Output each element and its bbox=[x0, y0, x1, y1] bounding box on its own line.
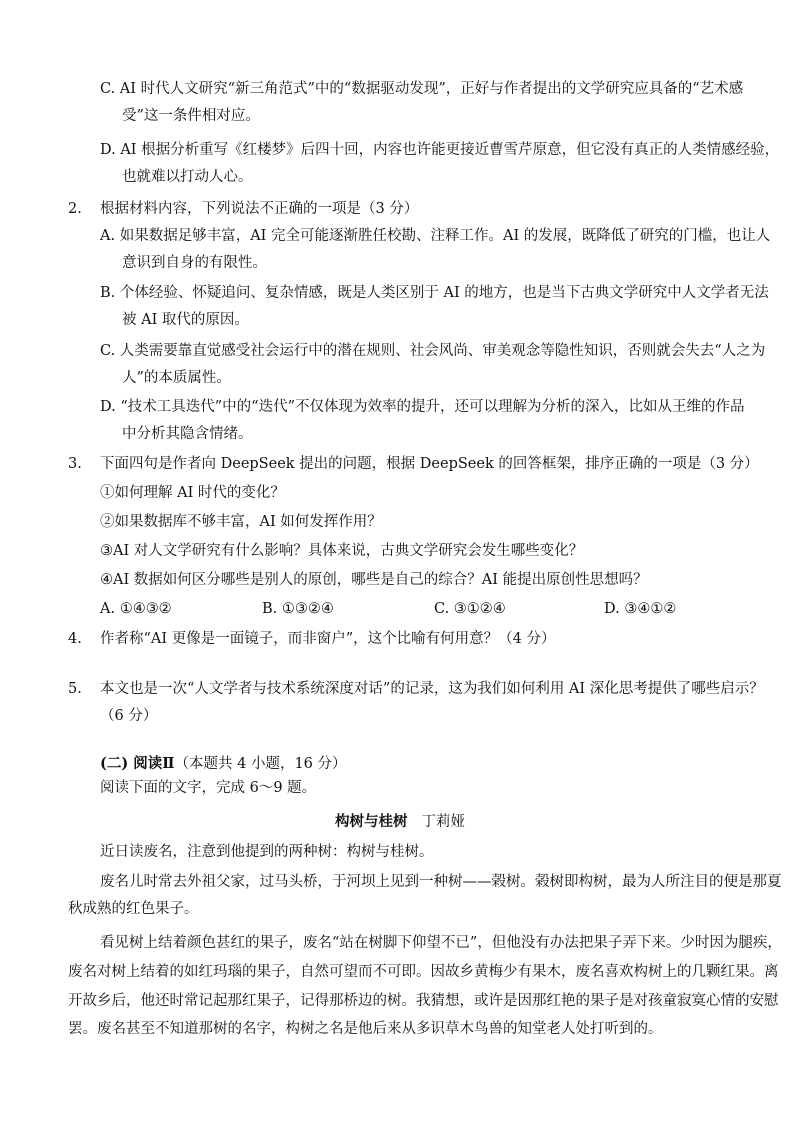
q3-choice-a: A. ①④③② bbox=[100, 601, 172, 617]
article-paragraph-1: 近日读废名，注意到他提到的两种树：构树与桂树。 bbox=[100, 844, 434, 860]
q3-number: 3. bbox=[68, 456, 82, 472]
q1-option-c-line1: C. AI 时代人文研究“新三角范式”中的“数据驱动发现”，正好与作者提出的文学研究应具备的“艺术感 bbox=[100, 81, 744, 97]
q4-number: 4. bbox=[68, 631, 82, 647]
section-2-label: (二) 阅读Ⅱ bbox=[100, 755, 175, 772]
article-title bbox=[0, 812, 800, 832]
q3-choice-b: B. ①③②④ bbox=[262, 601, 334, 617]
article-paragraph-3-line1: 看见树上结着颜色甚红的果子，废名“站在树脚下仰望不已”，但他没有办法把果子弄下来。少时因为腿疾， bbox=[100, 935, 782, 951]
section-2-meta: （本题共 4 小题，16 分） bbox=[174, 756, 347, 772]
article-paragraph-3-line4: 罢。废名甚至不知道那树的名字，构树之名是他后来从多识草木鸟兽的知堂老人处打听到的。 bbox=[68, 1021, 663, 1037]
article-paragraph-2-line2: 秋成熟的红色果子。 bbox=[68, 901, 199, 917]
q3-choice-d: D. ③④①② bbox=[604, 601, 677, 617]
q2-option-b-line2: 被 AI 取代的原因。 bbox=[122, 312, 249, 328]
q2-option-d-line1: D. “技术工具迭代”中的“迭代”不仅体现为效率的提升，还可以理解为分析的深入，比如从王维的作品 bbox=[100, 399, 745, 415]
article-paragraph-3-line2: 废名对树上结着的如红玛瑙的果子，自然可望而不可即。因故乡黄梅少有果木，废名喜欢构树上的几颗红果。离 bbox=[68, 964, 779, 980]
section-2-heading bbox=[100, 754, 347, 774]
q2-option-d-line2: 中分析其隐含情绪。 bbox=[122, 426, 253, 442]
q2-option-a-line1: A. 如果数据足够丰富，AI 完全可能逐渐胜任校勘、注释工作。AI 的发展，既降低了研究的门槛，也让人 bbox=[100, 228, 771, 244]
q2-number: 2. bbox=[68, 201, 82, 217]
q3-stem: 下面四句是作者向 DeepSeek 提出的问题，根据 DeepSeek 的回答框架，排序正确的一项是（3 分） bbox=[100, 456, 759, 472]
section-2-instruction: 阅读下面的文字，完成 6～9 题。 bbox=[100, 780, 317, 796]
q2-option-a-line2: 意识到自身的有限性。 bbox=[122, 255, 267, 271]
q5-stem-line2: （6 分） bbox=[100, 708, 158, 724]
q3-item-3: ③AI 对人文学研究有什么影响？具体来说，古典文学研究会发生哪些变化？ bbox=[100, 543, 584, 559]
q5-stem-line1: 本文也是一次“人文学者与技术系统深度对话”的记录，这为我们如何利用 AI 深化思考提供了哪些启示？ bbox=[100, 681, 764, 697]
article-title-text: 构树与桂树 bbox=[335, 813, 408, 830]
q1-option-d-line1: D. AI 根据分析重写《红楼梦》后四十回，内容也许能更接近曹雪芹原意，但它没有真正的人类情感经验， bbox=[100, 142, 780, 158]
article-paragraph-2-line1: 废名儿时常去外祖父家，过马头桥，于河坝上见到一种树——榖树。榖树即构树，最为人所注目的便是那夏 bbox=[100, 874, 782, 890]
q1-option-c-line2: 受”这一条件相对应。 bbox=[122, 108, 260, 124]
article-author: 丁莉娅 bbox=[421, 814, 465, 830]
q3-item-1: ①如何理解 AI 时代的变化？ bbox=[100, 485, 285, 501]
q2-stem: 根据材料内容，下列说法不正确的一项是（3 分） bbox=[100, 201, 419, 217]
q2-option-c-line2: 人”的本质属性。 bbox=[122, 370, 231, 386]
q2-option-c-line1: C. 人类需要靠直觉感受社会运行中的潜在规则、社会风尚、审美观念等隐性知识，否则就会失去“人之为 bbox=[100, 343, 766, 359]
q3-item-2: ②如果数据库不够丰富，AI 如何发挥作用？ bbox=[100, 514, 382, 530]
q2-option-b-line1: B. 个体经验、怀疑追问、复杂情感，既是人类区别于 AI 的地方，也是当下古典文学研究中人文学者无法 bbox=[100, 285, 769, 301]
q4-stem: 作者称“AI 更像是一面镜子，而非窗户”，这个比喻有何用意？（4 分） bbox=[100, 631, 556, 647]
q3-item-4: ④AI 数据如何区分哪些是别人的原创，哪些是自己的综合？AI 能提出原创性思想吗？ bbox=[100, 572, 648, 588]
q5-number: 5. bbox=[68, 681, 82, 697]
article-paragraph-3-line3: 开故乡后，他还时常记起那红果子，记得那桥边的树。我猜想，或许是因那红艳的果子是对孩童寂寞心情的安慰 bbox=[68, 993, 779, 1009]
q1-option-d-line2: 也就难以打动人心。 bbox=[122, 169, 253, 185]
q3-choice-c: C. ③①②④ bbox=[434, 601, 506, 617]
